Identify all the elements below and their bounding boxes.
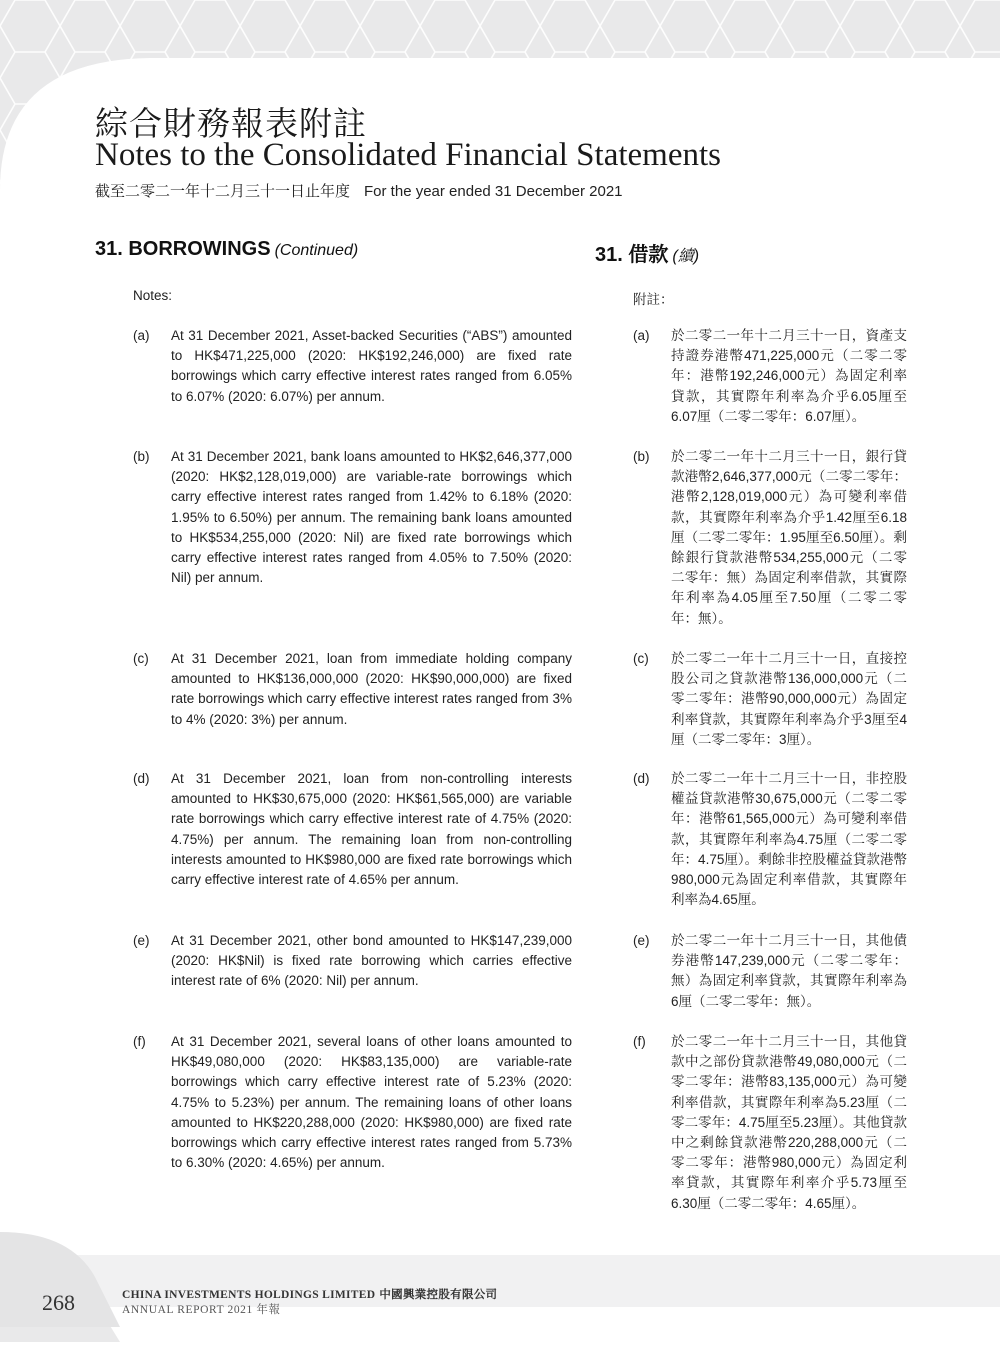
footer-company-zh: 中國興業控股有限公司 <box>379 1287 498 1301</box>
footer-company <box>122 1286 497 1302</box>
note-marker: (f) <box>633 1034 646 1049</box>
note-text: 於二零二一年十二月三十一日，其他貸款中之部份貸款港幣49,080,000元（二零二零年：港幣83,135,000元）為可變利率借款，其實際年利率為5.23厘（二零二零年：4.75厘至5.23厘）。其他貸款中之剩餘貸款港幣220,288,000元（二零二零年：港幣980,000元）為固定利率貸款，其實際年利率介乎5.73厘至6.30厘（二零二零年：4.65厘）。 <box>671 1034 907 1211</box>
page-title-en: Notes to the Consolidated Financial Statements <box>95 137 721 173</box>
note-text: At 31 December 2021, several loans of other loans amounted to HK$49,080,000 (2020: HK$83,135,000) are variable-rate borrowings which carry effective interest rate of 5.23% (2020: 4.75% to 5.23%) per annum. The remaining loans of other loans amounted to HK$220,288,000 (2020: HK$980,000) are fixed rate borrowings which carry effective interest rates ranged from 5.73% to 6.30% (2020: 4.65%) per annum. <box>171 1034 572 1171</box>
section-heading-zh <box>595 238 699 267</box>
section-title-en: 31. BORROWINGS <box>95 238 271 260</box>
note-text: At 31 December 2021, loan from non-controlling interests amounted to HK$30,675,000 (2020: HK$61,565,000) are variable rate borrowings which carry effective interest rate of 4.75% (2020: 4.75%) per annum. The remaining loan from non-controlling interests amounted to HK$980,000 are fixed rate borrowings which carry effective interest rate of 4.65% per annum. <box>171 771 572 888</box>
note-text: At 31 December 2021, other bond amounted to HK$147,239,000 (2020: HK$Nil) is fixed rate borrowing which carries effective interest rate of 6% (2020: Nil) per annum. <box>171 933 572 989</box>
note-text: 於二零二一年十二月三十一日，資產支持證券港幣471,225,000元（二零二零年：港幣192,246,000元）為固定利率貸款，其實際年利率為介乎6.05厘至6.07厘（二零二零年：6.07厘）。 <box>671 328 907 424</box>
note-marker: (c) <box>133 651 149 666</box>
note-text: At 31 December 2021, Asset-backed Securities (“ABS”) amounted to HK$471,225,000 (2020: HK$192,246,000) are fixed rate borrowings which carry effective interest rates ranged from 6.05% to 6.07% (2020: 6.07%) per annum. <box>171 328 572 404</box>
note-marker: (e) <box>133 933 150 948</box>
notes-label-en: Notes: <box>133 288 173 303</box>
note-marker: (a) <box>633 328 650 343</box>
note-text: 於二零二一年十二月三十一日，其他債券港幣147,239,000元（二零二零年：無）為固定利率貸款，其實際年利率為6厘（二零二零年：無）。 <box>671 933 907 1009</box>
note-text: 於二零二一年十二月三十一日，非控股權益貸款港幣30,675,000元（二零二零年：港幣61,565,000元）為可變利率借款，其實際年利率為4.75厘（二零二零年：4.75厘）。剩餘非控股權益貸款港幣980,000元為固定利率借款，其實際年利率為4.65厘。 <box>671 771 907 908</box>
note-text: 於二零二一年十二月三十一日，銀行貸款港幣2,646,377,000元（二零二零年：港幣2,128,019,000元）為可變利率借款，其實際年利率為介乎1.42厘至6.18厘（二零二零年：1.95厘至6.50厘）。剩餘銀行貸款港幣534,255,000元（二零二零年：無）為固定利率借款，其實際年利率為4.05厘至7.50厘（二零二零年：無）。 <box>671 449 907 626</box>
note-marker: (b) <box>133 449 150 464</box>
note-marker: (b) <box>633 449 650 464</box>
note-text: 於二零二一年十二月三十一日，直接控股公司之貸款港幣136,000,000元（二零二零年：港幣90,000,000元）為固定利率貸款，其實際年利率為介乎3厘至4厘（二零二零年：3厘）。 <box>671 651 907 747</box>
page-title-zh: 綜合財務報表附註 <box>95 104 367 143</box>
section-continued-en: (Continued) <box>274 242 359 259</box>
notes-label-zh: 附註： <box>633 292 674 307</box>
section-heading-en <box>95 238 358 261</box>
note-text: At 31 December 2021, loan from immediate holding company amounted to HK$136,000,000 (2020: HK$90,000,000) are fixed rate borrowings which carry effective interest rates ranged from 3% to 4% (2020: 3%) per annum. <box>171 651 572 727</box>
page-number: 268 <box>42 1290 75 1315</box>
note-text: At 31 December 2021, bank loans amounted to HK$2,646,377,000 (2020: HK$2,128,019,000) are variable-rate borrowings which carry effective interest rates ranged from 1.42% to 6.18% (2020: 1.95% to 6.50%) per annum. The remaining bank loans amounted to HK$534,255,000 (2020: Nil) are fixed rate borrowings which carry effective interest rates ranged from 4.05% to 7.50% (2020: Nil) per annum. <box>171 449 572 586</box>
page-subtitle <box>95 180 623 201</box>
note-marker: (e) <box>633 933 650 948</box>
subtitle-zh: 截至二零二一年十二月三十一日止年度 <box>95 183 351 200</box>
note-marker: (d) <box>133 771 150 786</box>
note-marker: (f) <box>133 1034 146 1049</box>
note-marker: (c) <box>633 651 649 666</box>
footer-company-en: CHINA INVESTMENTS HOLDINGS LIMITED <box>122 1289 376 1301</box>
section-continued-zh: (續) <box>672 248 700 265</box>
note-marker: (d) <box>633 771 650 786</box>
section-title-zh: 31. 借款 <box>595 244 669 266</box>
footer-annual-report: ANNUAL REPORT 2021 年報 <box>122 1304 281 1316</box>
note-marker: (a) <box>133 328 150 343</box>
subtitle-en: For the year ended 31 December 2021 <box>364 183 623 200</box>
